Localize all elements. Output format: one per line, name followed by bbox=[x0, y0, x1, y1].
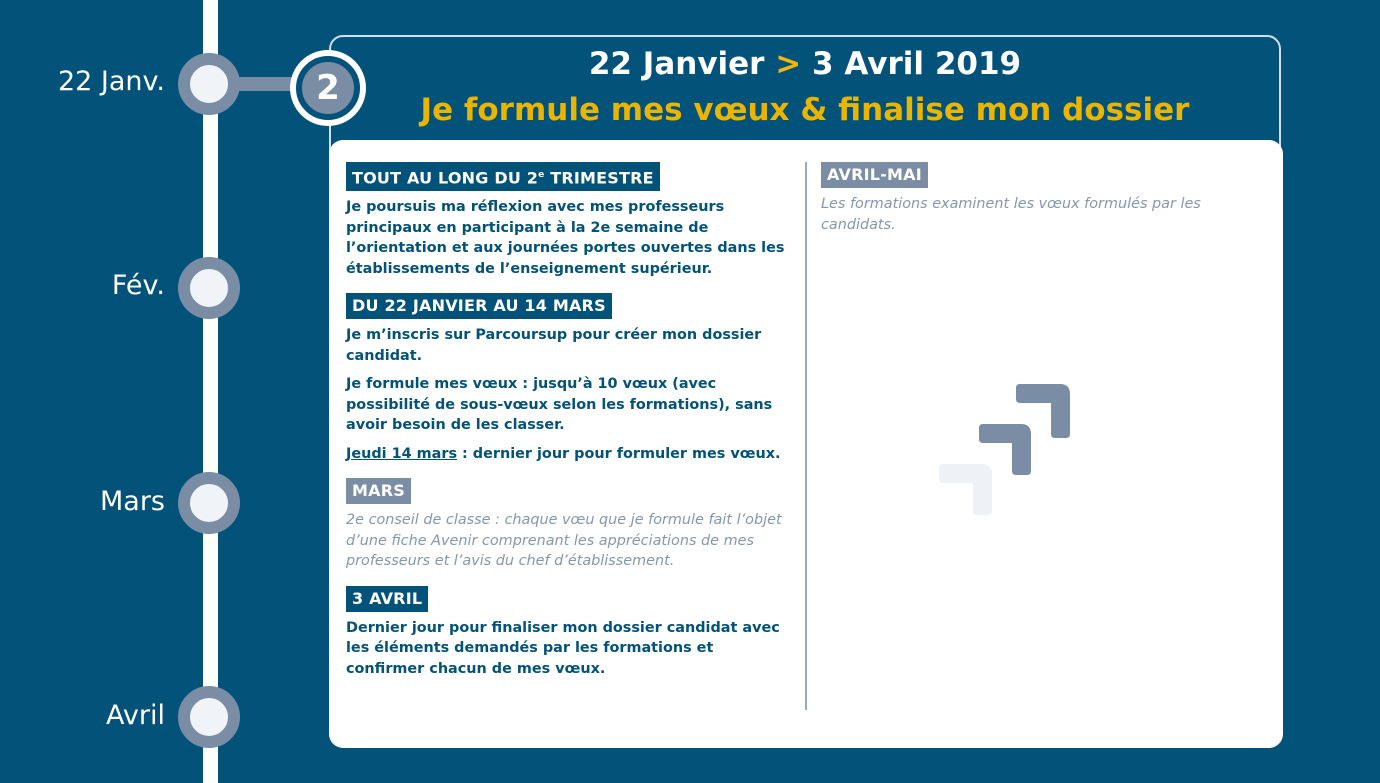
text-mars: 2e conseil de classe : chaque vœu que je formule fait l’objet d’une fiche Avenir comprenant les appréciations de mes professeurs et l’avis du chef d’établissement. bbox=[346, 512, 782, 570]
timeline-label-apr: Avril bbox=[106, 700, 165, 731]
timeline-line bbox=[203, 0, 218, 783]
tag-inscription: DU 22 JANVIER AU 14 MARS bbox=[346, 293, 612, 319]
header-title bbox=[329, 46, 1281, 82]
timeline-label-jan: 22 Janv. bbox=[57, 66, 165, 97]
tag-trimestre-sup: e bbox=[538, 170, 545, 180]
tag-avril-mai: AVRIL-MAI bbox=[821, 162, 928, 188]
text-voeux: Je formule mes vœux : jusqu’à 10 vœux (avec possibilité de sous-vœux selon les formations), sans avoir besoin de les classer. bbox=[346, 376, 773, 434]
timeline-dot-apr bbox=[178, 686, 240, 748]
timeline-dot-mar bbox=[178, 472, 240, 534]
arrows-decoration-icon bbox=[935, 380, 1075, 520]
text-avril-mai: Les formations examinent les vœux formulés par les candidats. bbox=[821, 196, 1201, 233]
tag-trimestre-post: TRIMESTRE bbox=[544, 168, 654, 188]
tag-mars: MARS bbox=[346, 478, 411, 504]
deadline-link[interactable]: Jeudi 14 mars bbox=[346, 445, 458, 462]
block-trimestre bbox=[346, 162, 796, 279]
tag-avril: 3 AVRIL bbox=[346, 586, 428, 612]
deadline-rest: : dernier jour pour formuler mes vœux. bbox=[457, 445, 781, 462]
block-inscription bbox=[346, 293, 796, 464]
text-trimestre: Je poursuis ma réflexion avec mes professeurs principaux en participant à la 2e semaine de l’orientation et aux journées portes ouvertes dans les établissements de l’enseignement supérieur. bbox=[346, 199, 785, 277]
tag-trimestre bbox=[346, 162, 660, 191]
header-subtitle: Je formule mes vœux & finalise mon dossier bbox=[420, 92, 1190, 128]
text-inscription: Je m’inscris sur Parcoursup pour créer mon dossier candidat. bbox=[346, 327, 762, 364]
left-column bbox=[346, 162, 796, 693]
tag-trimestre-pre: TOUT AU LONG DU 2 bbox=[352, 168, 539, 188]
timeline-dot-feb bbox=[178, 257, 240, 319]
date-start: 22 Janvier bbox=[588, 46, 765, 82]
timeline-dot-jan bbox=[178, 53, 240, 115]
block-avril bbox=[346, 586, 796, 680]
column-divider bbox=[805, 162, 807, 710]
text-deadline bbox=[346, 444, 796, 465]
right-column bbox=[821, 162, 1241, 235]
arrow-icon: > bbox=[775, 46, 802, 82]
timeline-label-feb: Fév. bbox=[111, 270, 165, 301]
block-mars bbox=[346, 478, 796, 572]
date-end: 3 Avril 2019 bbox=[812, 46, 1022, 82]
text-avril: Dernier jour pour finaliser mon dossier candidat avec les éléments demandés par les formations et confirmer chacun de mes vœux. bbox=[346, 619, 780, 677]
timeline-label-mar: Mars bbox=[99, 486, 165, 517]
step-number: 2 bbox=[296, 56, 360, 120]
